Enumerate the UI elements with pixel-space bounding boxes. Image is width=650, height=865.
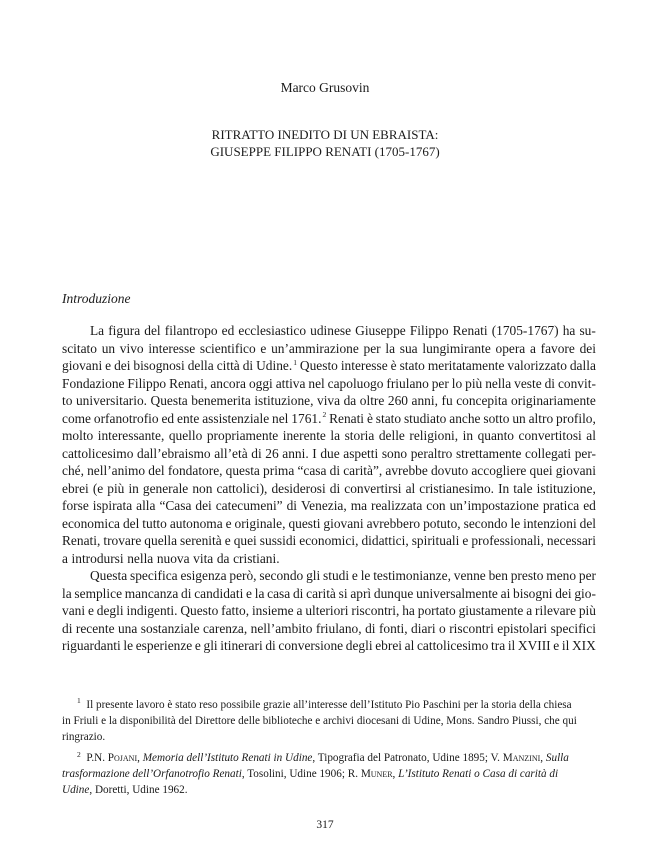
footnote-1-text-c: ringrazio. <box>62 730 106 743</box>
body-line: come orfanotrofio ed ente assistenziale nel 1761.$^2$ Renati è stato studiato anche sotto un altro profilo, <box>62 410 596 426</box>
title-line-1: RITRATTO INEDITO DI UN EBRAISTA: <box>211 127 439 142</box>
author-name: Marco Grusovin <box>280 80 370 95</box>
footnote-ref: 1 <box>293 357 297 367</box>
body-line: riguardanti le esperienze e gli itinerari di conversione degli ebrei al cattolicesimo tra il XVIII e il XIX <box>62 638 596 653</box>
body-line: a introdursi nella nuova vita da cristiani. <box>62 550 280 566</box>
body-line: molto interessante, quello propriamente inerente la storia delle religioni, in quanto convertitosi al <box>62 428 596 443</box>
body-line: giovani e dei bisognosi della città di Udine.$^1$ Questo interesse è stato meritatamente valorizzato dalla <box>62 357 596 373</box>
section-heading: Introduzione <box>62 291 131 306</box>
body-line: ché, nell’animo del fondatore, questa prima “casa di carità”, avrebbe dovuto accogliere quei giovani <box>62 463 596 478</box>
footnote-2-author-1: P.N. Pojani, <box>86 752 140 765</box>
footnote-2-line-1 <box>62 751 596 767</box>
body-line: Fondazione Filippo Renati, ancora oggi attiva nel capoluogo friulano per lo più nella veste di convit- <box>62 375 596 391</box>
footnote-1-line-1 <box>62 698 596 714</box>
footnote-2-line-3 <box>62 783 596 799</box>
body-line: La figura del filantropo ed ecclesiastico udinese Giuseppe Filippo Renati (1705-1767) ha su- <box>90 323 596 338</box>
footnote-2-rest-3: , Doretti, Udine 1962. <box>89 783 188 796</box>
body-line: Renati, trovare quella serenità e quei sussidi economici, didattici, spirituali e professionali, necessari <box>62 533 596 548</box>
footnote-2-rest-1: , Tipografia del Patronato, Udine 1895; V. Manzini, <box>312 752 544 765</box>
footnote-2-line-2 <box>62 767 596 783</box>
footnote-2-title-2b: trasformazione dell’Orfanotrofio Renati <box>62 768 242 781</box>
body-line: ebrei (e più in generale non cattolici), desiderosi di convertirsi al cristianesimo. In tale istituzione, <box>62 480 596 496</box>
footnote-ref: 2 <box>322 410 327 420</box>
body-line: la semplice mancanza di candidati e la casa di carità si aprì dunque universalmente ai bisogni dei gio- <box>62 585 596 601</box>
footnote-2-title-3b: Udine <box>62 783 90 796</box>
article-title <box>0 126 650 160</box>
footnote-1-text-b: in Friuli e la disponibilità del Direttore delle biblioteche e archivi diocesani di Udine, Mons. Sandro Piussi, che qui <box>62 714 577 727</box>
body-line: economica del tutto autonoma e originale, questi giovani avrebbero potuto, secondo le intenzioni del <box>62 515 596 531</box>
body-line: Questa specifica esigenza però, secondo gli studi e le testimonianze, venne ben presto meno per <box>90 568 596 583</box>
footnote-1-line-3 <box>62 730 596 746</box>
title-line-2: GIUSEPPE FILIPPO RENATI (1705-1767) <box>210 144 440 159</box>
footnote-2-title-1: Memoria dell’Istituto Renati in Udine <box>142 752 313 765</box>
footnote-1-line-2 <box>62 714 596 730</box>
body-line: vani e degli indigenti. Questo fatto, insieme a ulteriori riscontri, ha portato giustamente a rilevare più <box>62 603 596 618</box>
footnotes <box>62 698 596 799</box>
footnote-2-title-2a: Sulla <box>545 752 569 765</box>
footnote-2-rest-2: , Tosolini, Udine 1906; R. Muner, <box>241 768 396 781</box>
body-line: cattolicesimo dall’ebraismo all’età di 26 anni. I due aspetti sono peraltro strettamente collegati per- <box>62 445 596 461</box>
body-line: scitato un vivo interesse scientifico e un’ammirazione per la sua lungimirante opera a favore dei <box>62 340 596 356</box>
footnote-2-mark: 2 <box>77 749 81 759</box>
footnote-1-text-a: Il presente lavoro è stato reso possibile grazie all’interesse dell’Istituto Pio Paschini per la storia della chiesa <box>86 699 572 711</box>
footnote-1-mark: 1 <box>77 696 81 706</box>
page-number: 317 <box>316 819 334 831</box>
footnote-2-title-3a: L’Istituto Renati o Casa di carità di <box>398 768 559 781</box>
body-line: to universitario. Questa benemerita istituzione, viva da oltre 260 anni, fu concepita originariamente <box>62 393 596 408</box>
body-text <box>62 322 596 655</box>
body-line: di recente una sostanziale carenza, nell’ambito friulano, di fonti, diari o riscontri epistolari specifici <box>62 620 596 636</box>
body-line: forse ispirata alla “Casa dei catecumeni” di Venezia, ma realizzata con un’impostazione pratica ed <box>62 498 596 513</box>
